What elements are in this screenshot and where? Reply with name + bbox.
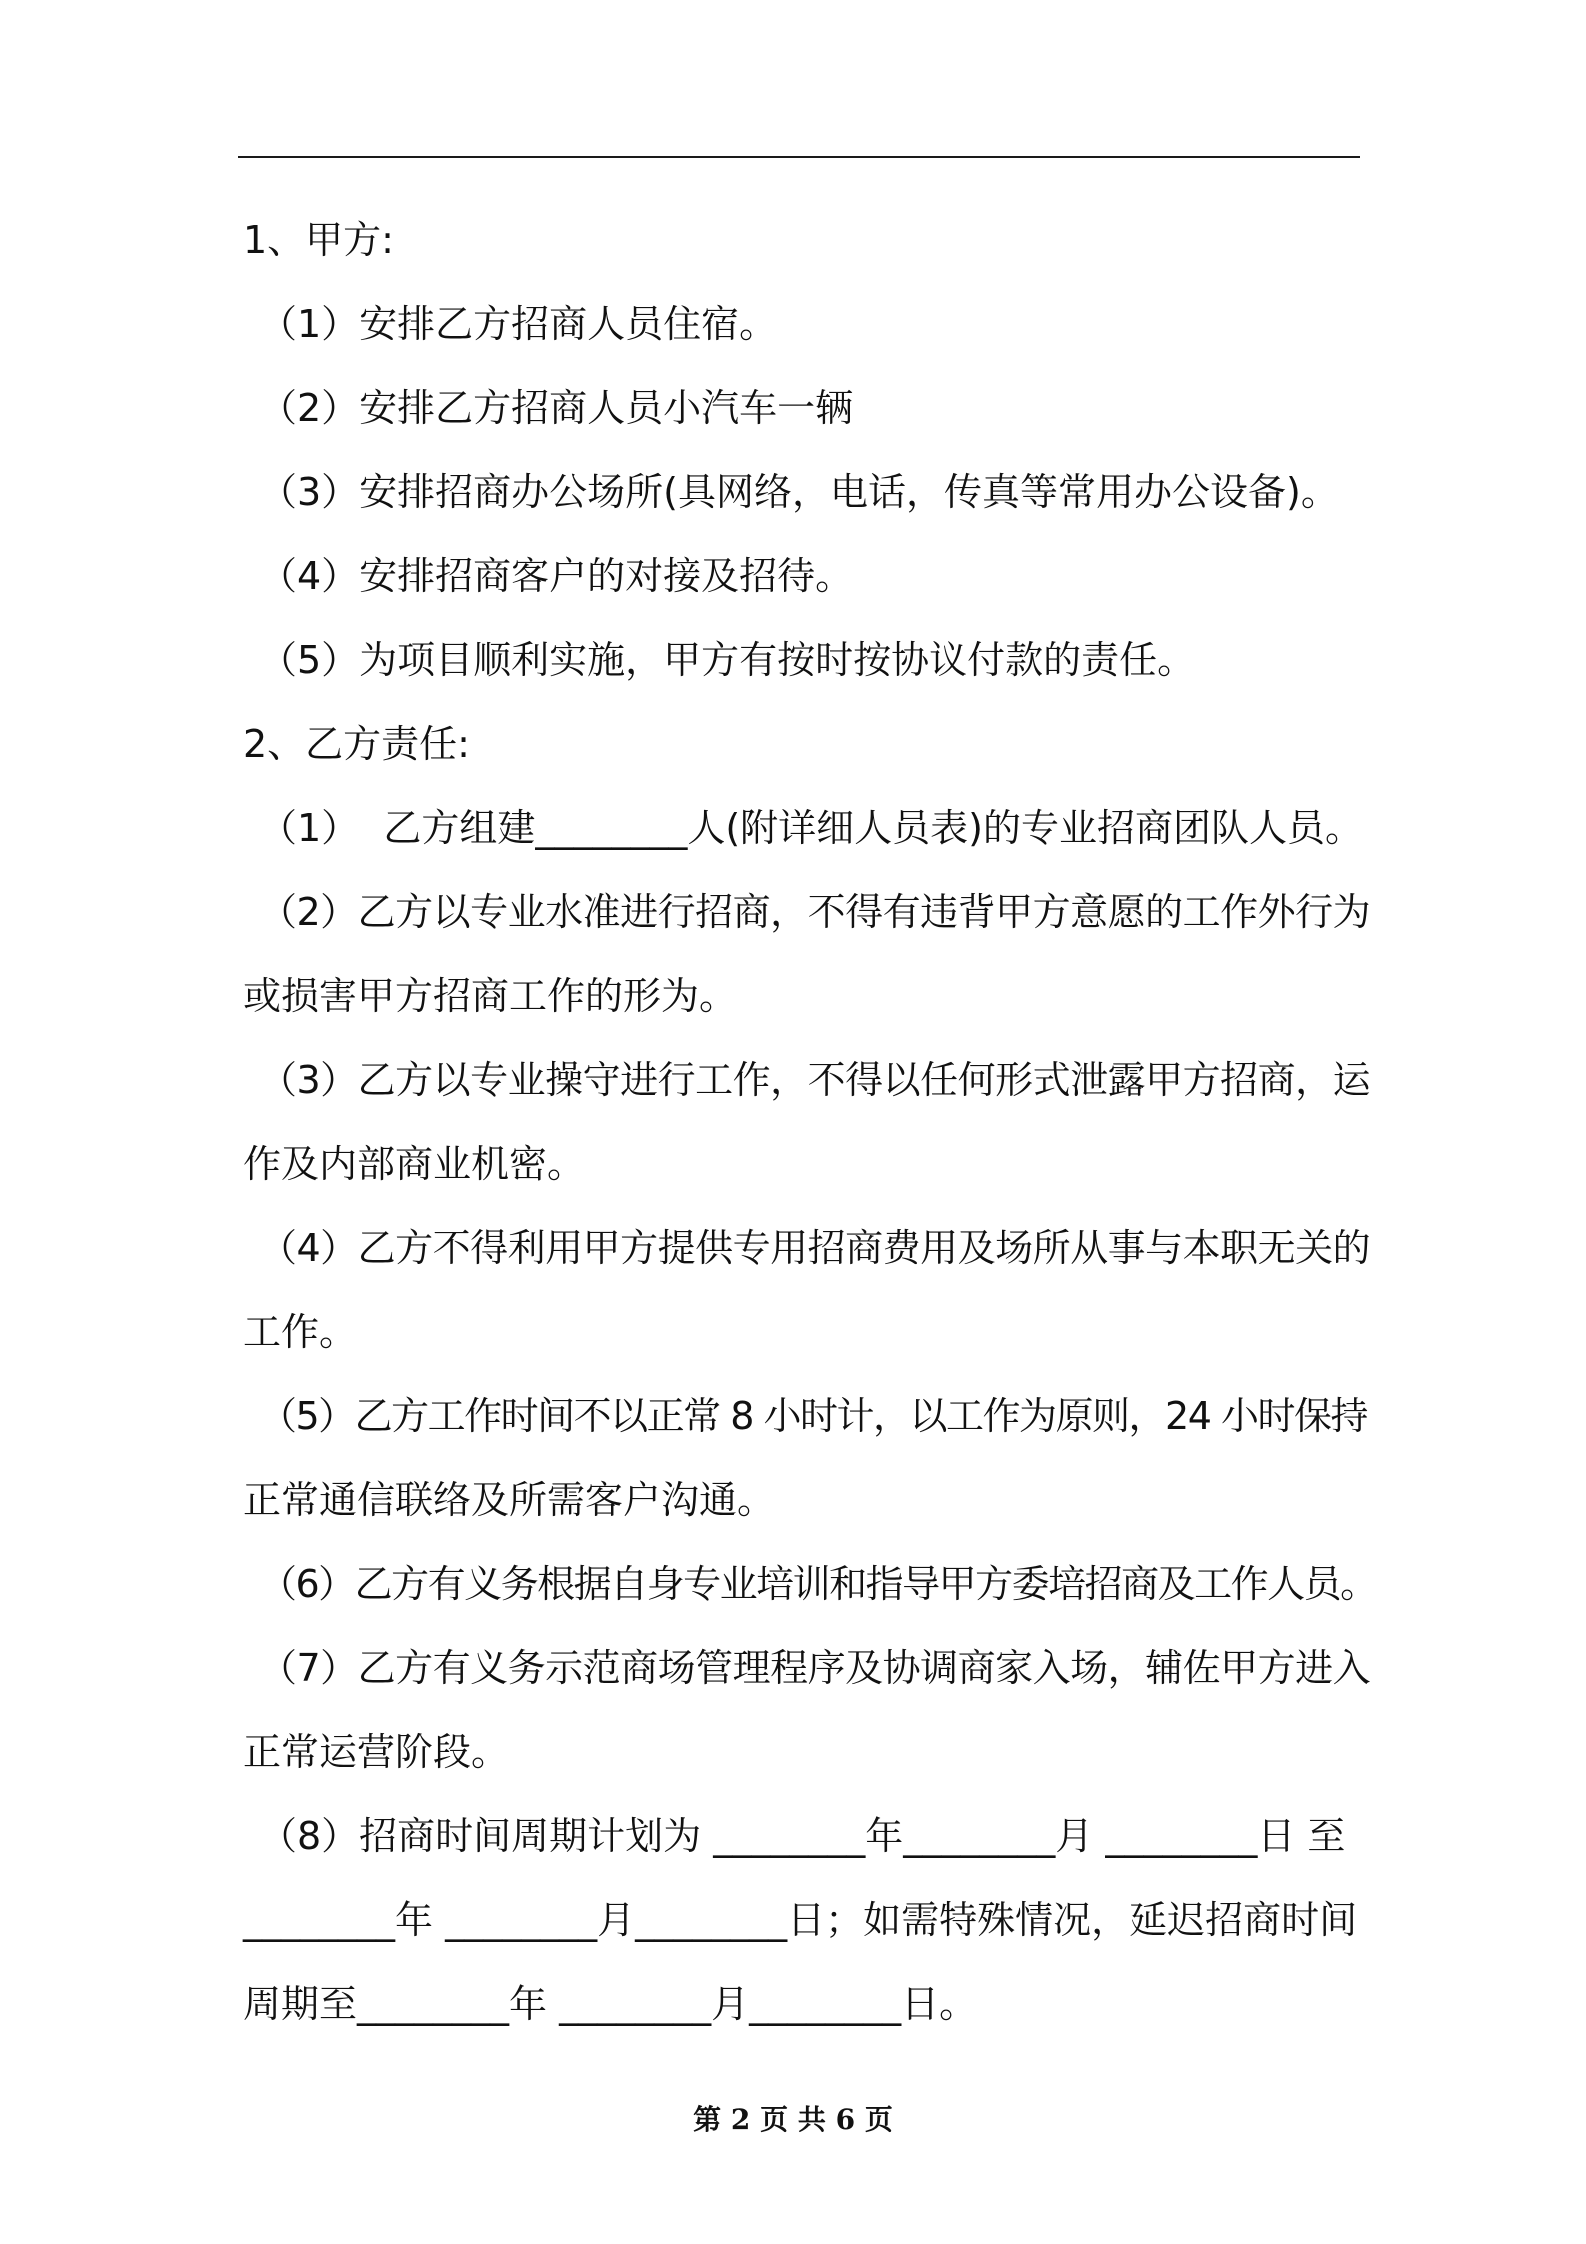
section-heading-party-b: 2、乙方责任: — [243, 722, 470, 766]
party-b-item-2-continued: 或损害甲方招商工作的形为。 — [243, 974, 738, 1018]
party-a-item-3: （3）安排招商办公场所(具网络，电话，传真等常用办公设备)。 — [259, 470, 1339, 514]
party-b-item-8: （8）招商时间周期计划为 ________年________月 ________日 至 — [259, 1814, 1346, 1858]
party-a-item-2: （2）安排乙方招商人员小汽车一辆 — [259, 386, 854, 430]
party-b-item-3-continued: 作及内部商业机密。 — [243, 1142, 586, 1186]
document-body — [243, 198, 1383, 2046]
party-a-item-4: （4）安排招商客户的对接及招待。 — [259, 554, 854, 598]
header-rule — [238, 156, 1360, 158]
party-b-item-8-continued: ________年 ________月________日；如需特殊情况，延迟招商时间 — [243, 1898, 1358, 1942]
party-b-item-7-continued: 正常运营阶段。 — [243, 1730, 510, 1774]
party-b-item-1: （1） 乙方组建________人(附详细人员表)的专业招商团队人员。 — [259, 806, 1363, 850]
party-a-item-1: （1）安排乙方招商人员住宿。 — [259, 302, 778, 346]
party-b-item-4: （4）乙方不得利用甲方提供专用招商费用及场所从事与本职无关的 — [259, 1226, 1371, 1270]
party-b-item-4-continued: 工作。 — [243, 1310, 358, 1354]
party-b-item-7: （7）乙方有义务示范商场管理程序及协调商家入场，辅佐甲方进入 — [259, 1646, 1371, 1690]
party-b-item-2: （2）乙方以专业水准进行招商，不得有违背甲方意愿的工作外行为 — [259, 890, 1371, 934]
party-a-item-5: （5）为项目顺利实施，甲方有按时按协议付款的责任。 — [259, 638, 1196, 682]
party-b-item-3: （3）乙方以专业操守进行工作，不得以任何形式泄露甲方招商，运 — [259, 1058, 1371, 1102]
party-b-item-5-continued: 正常通信联络及所需客户沟通。 — [243, 1478, 776, 1522]
party-b-item-5: （5）乙方工作时间不以正常 8 小时计，以工作为原则，24 小时保持 — [259, 1394, 1367, 1438]
party-b-item-8-continued-2: 周期至________年 ________月________日。 — [243, 1982, 978, 2026]
party-b-item-6: （6）乙方有义务根据自身专业培训和指导甲方委培招商及工作人员。 — [259, 1562, 1377, 1606]
section-heading-party-a: 1、甲方: — [243, 218, 394, 262]
page-number-footer: 第 2 页 共 6 页 — [693, 2103, 893, 2136]
